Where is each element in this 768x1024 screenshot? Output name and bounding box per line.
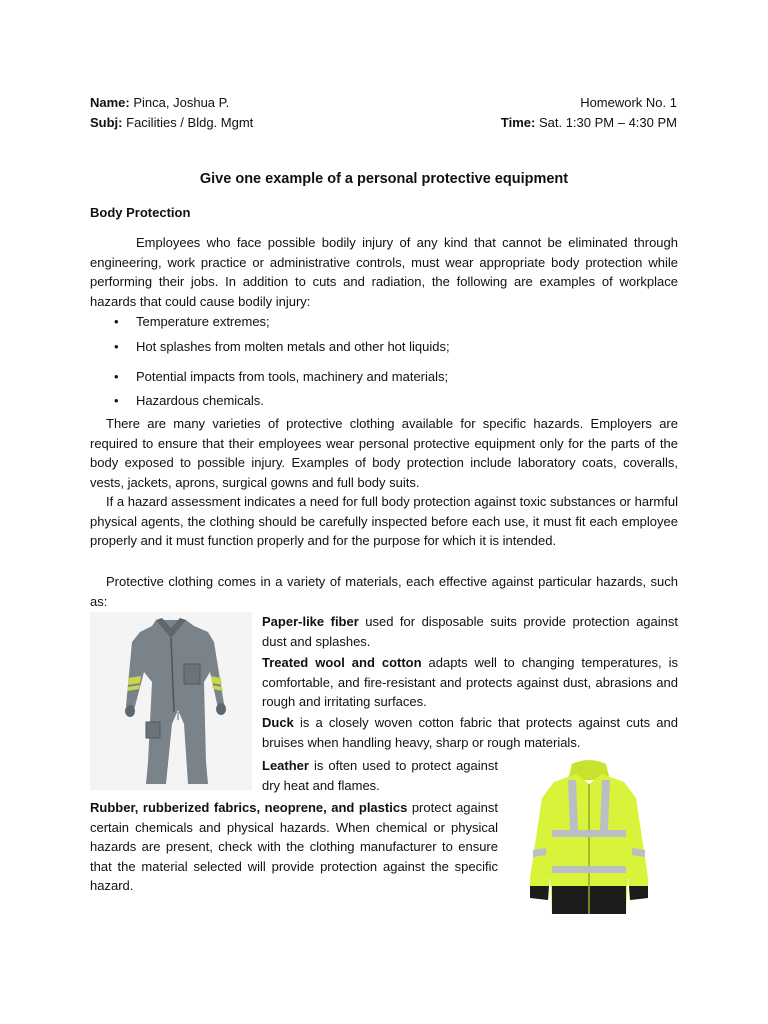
material-paper [262,612,678,651]
material-wool [262,653,678,712]
coverall-illustration [90,612,252,790]
bullet-icon: • [114,369,119,384]
header-right [377,93,677,132]
name-label: Name: [90,95,130,110]
material-rubber [90,798,498,896]
homework-number: Homework No. 1 [580,95,677,110]
bullet-icon: • [114,339,119,354]
list-item-text: Hazardous chemicals. [136,393,264,408]
page-title: Give one example of a personal protective equipment [199,171,569,187]
material-rubber-text: protect against certain chemicals and physical hazards. When chemical or physical hazards are present, check with the clothing manufacturer to ensure that the material selected will provide protection against the specific hazard. [90,800,498,893]
paragraph-materials-intro: Protective clothing comes in a variety of materials, each effective against particular hazards, such as: [90,574,678,609]
jacket-illustration [524,758,654,922]
material-wool-term: Treated wool and cotton [262,655,422,670]
coverall-image [90,612,252,790]
material-duck-term: Duck [262,715,294,730]
paragraph-varieties: There are many varieties of protective clothing available for specific hazards. Employers are required to ensure that their employees wear personal protective equipment only for the parts of the body exposed to possible injury. Examples of body protection include laboratory coats, coveralls, vests, jackets, aprons, surgical gowns and full body suits. [90,416,678,490]
material-duck [262,713,678,752]
material-duck-text: is a closely woven cotton fabric that protects against cuts and bruises when handling heavy, sharp or rough materials. [262,715,678,750]
material-paper-term: Paper-like fiber [262,614,359,629]
list-item-text: Temperature extremes; [136,314,270,329]
subject-value: Facilities / Bldg. Mgmt [126,114,254,130]
name-value: Pinca, Joshua P. [133,95,230,110]
material-leather-text: is often used to protect against dry heat and flames. [262,758,498,793]
list-item-text: Potential impacts from tools, machinery and materials; [136,369,449,384]
section-heading: Body Protection [90,205,191,220]
paragraph-assessment: If a hazard assessment indicates a need for full body protection against toxic substances or harmful physical agents, the clothing should be carefully inspected before each use, it must fit each employee properly and it must function properly and for the purpose for which it is intended. [90,494,678,548]
material-rubber-term: Rubber, rubberized fabrics, neoprene, and plastics [90,800,408,815]
material-leather-term: Leather [262,758,309,773]
material-paper-text: used for disposable suits provide protection against dust and splashes. [262,614,678,649]
intro-paragraph: Employees who face possible bodily injury of any kind that cannot be eliminated through engineering, work practice or administrative controls, must wear appropriate body protection while performing their jobs. In addition to cuts and radiation, the following are examples of workplace hazards that could cause bodily injury: [90,235,678,309]
bullet-icon: • [114,314,119,329]
time-label: Time: [500,114,536,130]
time-value: Sat. 1:30 PM – 4:30 PM [538,114,677,130]
time-line [377,113,677,133]
hi-vis-jacket-image [524,758,654,922]
list-item-text: Hot splashes from molten metals and other hot liquids; [136,339,450,354]
material-wool-text: adapts well to changing temperatures, is comfortable, and fire-resistant and protects against dust, abrasions and rough and irritating surfaces. [262,655,678,709]
bullet-icon: • [114,393,119,408]
subject-label: Subj: [90,114,123,130]
material-leather [262,756,498,795]
